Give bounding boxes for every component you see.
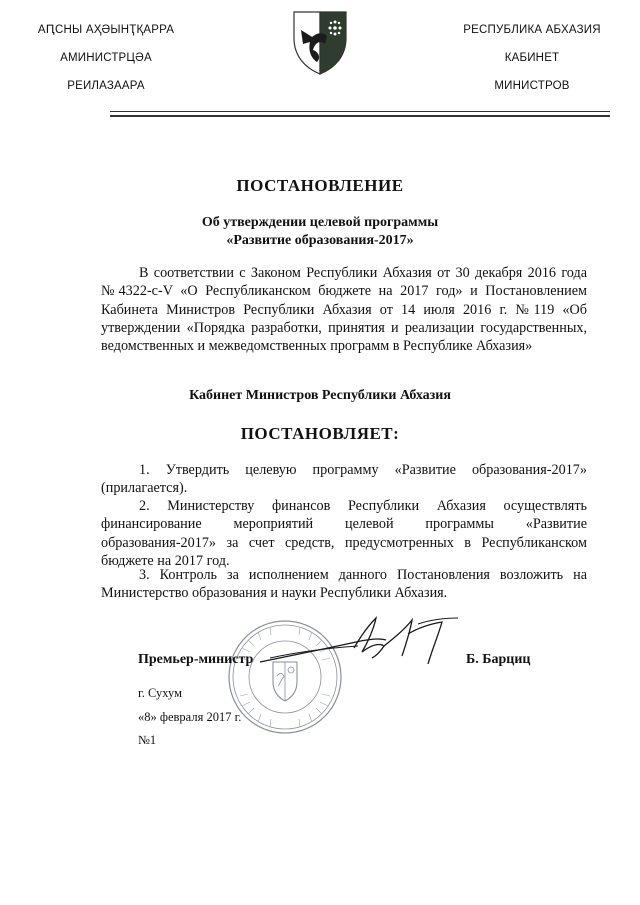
resolution-item-2-text: 2. Министерству финансов Республики Абхазия осуществлять финансирование мероприятий целевой программы «Развитие образования-2017» за счет средств, предусмотренных в Республиканском бюджете на 2017 год. (101, 498, 587, 569)
issue-date: «8» февраля 2017 г. (138, 710, 242, 724)
header-left-line-2: АМИНИСТРЦӘА (60, 52, 152, 64)
document-subtitle (0, 214, 640, 250)
header-right-line-3: МИНИСТРОВ (494, 80, 570, 92)
header-right-line-2: КАБИНЕТ (504, 52, 560, 64)
resolution-item-3-text: 3. Контроль за исполнением данного Постановления возложить на Министерство образования и науки Республики Абхазия. (101, 567, 587, 602)
preamble-paragraph (101, 264, 587, 355)
preamble-text: В соответствии с Законом Республики Абхазия от 30 декабря 2016 года №4322-с-V «О Республиканском бюджете на 2017 год» и Постановлением Кабинета Министров Республики Абхазия от 14 июля 2016 г. №119 «Об утверждении «Порядка разработки, принятия и реализации государственных, ведомственных и межведомственных программ в Республике Абхазия» (101, 265, 587, 355)
document-title: ПОСТАНОВЛЕНИЕ (236, 176, 404, 195)
resolves-heading: ПОСТАНОВЛЯЕТ: (240, 424, 400, 443)
resolution-item-1-text: 1. Утвердить целевую программу «Развитие образования-2017» (прилагается). (101, 462, 587, 497)
header-left-line-1: АԤСНЫ АҲӘЫНҬҚАРРА (37, 24, 175, 36)
header-divider-thin (110, 111, 610, 112)
header-divider-thick (110, 115, 610, 117)
resolution-item-1 (101, 461, 587, 498)
subtitle-line-1: Об утверждении целевой программы (201, 215, 439, 230)
issue-city: г. Сухум (138, 686, 183, 700)
handwritten-signature (258, 612, 468, 672)
header-right-line-1: РЕСПУБЛИКА АБХАЗИЯ (463, 24, 601, 36)
header-left-line-3: РЕИЛАЗААРА (67, 80, 145, 92)
signatory-name: Б. Барциц (466, 652, 531, 667)
subtitle-line-2: «Развитие образования-2017» (226, 233, 414, 248)
coat-of-arms-icon (291, 10, 349, 76)
issuer-heading: Кабинет Министров Республики Абхазия (189, 388, 451, 403)
resolution-item-2 (101, 497, 587, 570)
resolution-item-3 (101, 566, 587, 603)
document-number: №1 (138, 733, 157, 747)
signatory-position: Премьер-министр (138, 652, 254, 667)
